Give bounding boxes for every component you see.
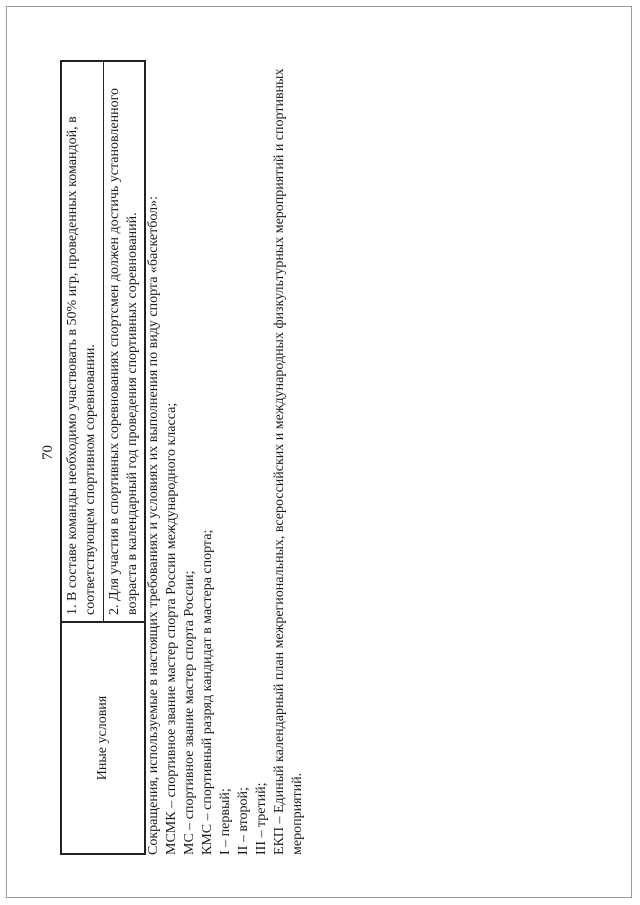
abbreviation-line: II – второй; xyxy=(236,787,251,855)
abbreviations-intro: Сокращения, используемые в настоящих требованиях и условиях их выполнения по виду спорта «баскетбол»: xyxy=(146,195,161,855)
table-row xyxy=(61,61,145,854)
conditions-cell xyxy=(61,61,145,622)
abbreviation-line: III – третий; xyxy=(254,782,269,855)
abbreviation-line: I – первый; xyxy=(218,788,233,855)
abbreviation-line: МСМК – спортивное звание мастер спорта России международного класса; xyxy=(164,402,179,855)
page-number: 70 xyxy=(40,445,56,460)
condition-item: 2. Для участия в спортивных соревнованиях спортсмен должен достичь установленного возраста в календарный год проведения спортивных соревнований. xyxy=(103,62,142,621)
other-conditions-table xyxy=(60,60,146,855)
table-row-label: Иные условия xyxy=(61,622,145,854)
abbreviation-line: МС – спортивное звание мастер спорта России; xyxy=(182,570,197,855)
abbreviation-line: ЕКП – Единый календарный план межрегиональных, всероссийских и международных физкультурных мероприятий и спортивных мероприятий. xyxy=(272,68,305,855)
abbreviations-notes xyxy=(145,35,307,855)
abbreviation-line: КМС – спортивный разряд кандидат в мастера спорта; xyxy=(200,529,215,855)
condition-item: 1. В составе команды необходимо участвовать в 50% игр, проведенных командой, в соответствующем спортивном соревновании. xyxy=(65,116,98,615)
